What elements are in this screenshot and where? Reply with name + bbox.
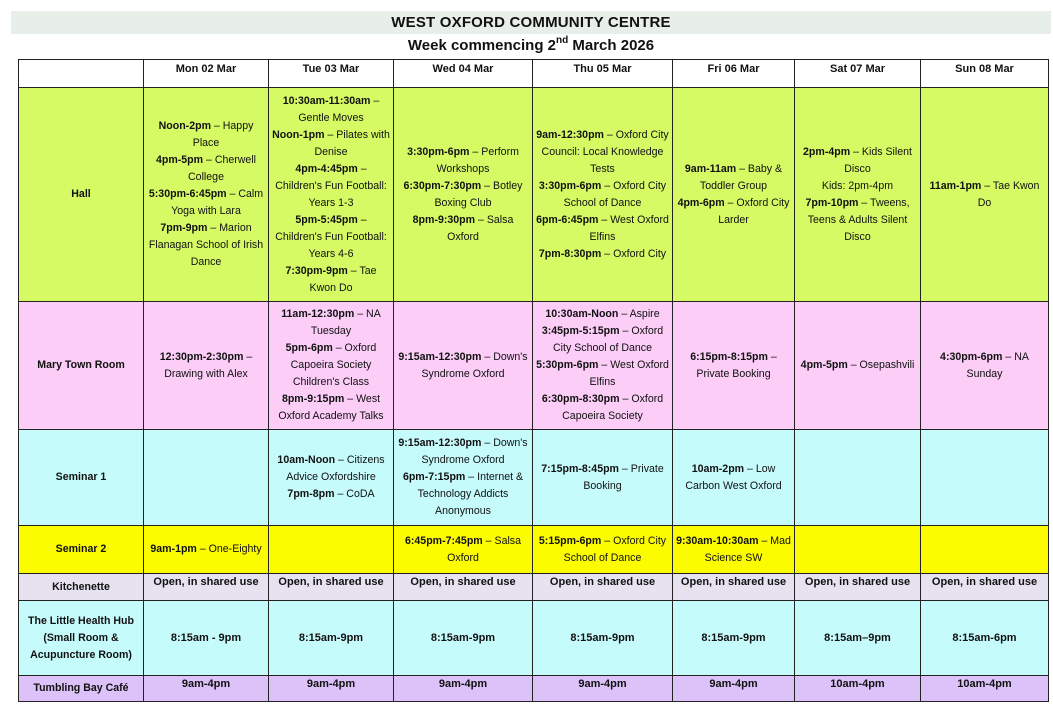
- booking-description: – NA Tuesday: [310, 308, 381, 337]
- booking-entry: [536, 461, 669, 495]
- booking-entry: [272, 93, 390, 127]
- booking-time: 2pm-4pm: [803, 145, 851, 158]
- booking-time: 5:30pm-6:45pm: [148, 188, 227, 200]
- schedule-cell: 8:15am–9pm: [795, 601, 921, 676]
- booking-entry: [397, 533, 529, 567]
- booking-description: – Osepashvili: [847, 359, 915, 371]
- booking-description: – Marion Flanagan School of Irish Dance: [148, 222, 264, 268]
- schedule-cell: Open, in shared use: [673, 574, 795, 601]
- room-label: Seminar 1: [19, 430, 144, 526]
- booking-time: 7pm-8:30pm: [538, 247, 602, 260]
- schedule-cell: 8:15am-9pm: [269, 601, 394, 676]
- schedule-cell: [795, 526, 921, 574]
- booking-time: 8pm-9:15pm: [281, 393, 345, 405]
- booking-entry: [676, 161, 791, 195]
- booking-time: 9am-12:30pm: [536, 128, 604, 141]
- booking-description: – Salsa Oxford: [447, 534, 521, 564]
- header-row: [19, 60, 1049, 88]
- schedule-cell: [144, 430, 269, 526]
- schedule-cell: [533, 88, 673, 302]
- booking-entry: [397, 178, 529, 212]
- booking-time: Noon-2pm: [158, 120, 211, 132]
- booking-time: 4:30pm-6pm: [940, 350, 1003, 363]
- schedule-cell: 9am-4pm: [533, 676, 673, 702]
- booking-description: – Cherwell College: [188, 154, 257, 183]
- schedule-cell: 8:15am - 9pm: [144, 601, 269, 676]
- booking-entry: [272, 263, 390, 297]
- schedule-cell: Open, in shared use: [533, 574, 673, 601]
- column-header: Wed 04 Mar: [394, 60, 533, 88]
- schedule-cell: [921, 526, 1049, 574]
- booking-entry: [676, 461, 791, 495]
- booking-entry: [397, 349, 529, 383]
- booking-entry: [536, 391, 669, 425]
- booking-time: 9am-1pm: [150, 543, 197, 555]
- schedule-cell: [394, 526, 533, 574]
- booking-description: – West Oxford Academy Talks: [278, 393, 384, 422]
- booking-description: – Children's Fun Football: Years 1-3: [275, 162, 387, 209]
- schedule-cell: 9am-4pm: [144, 676, 269, 702]
- booking-description: – NA Sunday: [966, 350, 1029, 380]
- booking-description: – Oxford City School of Dance: [563, 179, 667, 209]
- booking-time: 11am-12:30pm: [281, 308, 355, 320]
- row-kitchenette: [19, 574, 1049, 601]
- schedule-cell: 8:15am-9pm: [533, 601, 673, 676]
- booking-entry: [676, 533, 791, 567]
- booking-time: Noon-1pm: [272, 128, 325, 141]
- booking-entry: [272, 340, 390, 391]
- schedule-cell: Open, in shared use: [795, 574, 921, 601]
- schedule-cell: 9am-4pm: [269, 676, 394, 702]
- booking-time: 6:30pm-8:30pm: [541, 393, 620, 405]
- room-label: Seminar 2: [19, 526, 144, 574]
- booking-time: 6:15pm-8:15pm: [690, 350, 768, 363]
- schedule-cell: 8:15am-9pm: [394, 601, 533, 676]
- schedule-cell: [673, 88, 795, 302]
- schedule-cell: [921, 430, 1049, 526]
- booking-time: 5:30pm-6pm: [536, 359, 599, 371]
- row-hall: [19, 88, 1049, 302]
- booking-time: 6:45pm-7:45pm: [405, 534, 483, 547]
- booking-entry: [536, 306, 669, 323]
- booking-time: 3:30pm-6pm: [407, 145, 470, 158]
- booking-entry: [676, 349, 791, 383]
- schedule-cell: [269, 302, 394, 430]
- booking-description: – Children's Fun Football: Years 4-6: [275, 213, 387, 260]
- booking-description: – Oxford Capoeira Society: [562, 393, 664, 422]
- column-header: Fri 06 Mar: [673, 60, 795, 88]
- booking-entry: [536, 127, 669, 178]
- schedule-cell: [673, 526, 795, 574]
- booking-time: 9am-11am: [684, 162, 737, 175]
- booking-entry: [147, 152, 265, 186]
- booking-time: 9:30am-10:30am: [676, 534, 759, 547]
- booking-description: – Oxford City School of Dance: [563, 534, 667, 564]
- booking-entry: [147, 349, 265, 383]
- row-seminar-2: [19, 526, 1049, 574]
- booking-description: – Salsa Oxford: [447, 213, 514, 243]
- booking-description: – Private Booking: [696, 350, 777, 380]
- booking-time: 5pm-5:45pm: [295, 213, 358, 226]
- schedule-cell: [394, 302, 533, 430]
- row-mary-town-room: [19, 302, 1049, 430]
- schedule-cell: 9am-4pm: [394, 676, 533, 702]
- booking-entry: [798, 144, 917, 178]
- booking-time: 3:30pm-6pm: [538, 179, 602, 192]
- booking-time: 7pm-10pm: [805, 196, 859, 209]
- booking-entry: [536, 357, 669, 391]
- booking-entry: [397, 144, 529, 178]
- booking-entry: [272, 212, 390, 263]
- booking-entry: [536, 178, 669, 212]
- booking-time: 4pm-5pm: [800, 359, 848, 371]
- schedule-cell: [269, 430, 394, 526]
- booking-time: 7:15pm-8:45pm: [541, 462, 619, 475]
- booking-entry: [536, 246, 669, 263]
- schedule-cell: [795, 88, 921, 302]
- booking-description: – Happy Place: [192, 120, 254, 149]
- schedule-cell: [533, 302, 673, 430]
- schedule-cell: 9am-4pm: [673, 676, 795, 702]
- booking-time: 10:30am-11:30am: [282, 94, 371, 107]
- booking-description: – Private Booking: [583, 462, 664, 492]
- booking-description: – Low Carbon West Oxford: [685, 462, 782, 492]
- booking-time: 7pm-8pm: [287, 488, 335, 500]
- booking-time: 3:45pm-5:15pm: [541, 325, 620, 337]
- schedule-cell: [394, 88, 533, 302]
- booking-entry: [272, 391, 390, 425]
- booking-entry: [798, 357, 917, 374]
- booking-time: 6pm-6:45pm: [536, 213, 599, 226]
- booking-entry: [272, 127, 390, 161]
- schedule-cell: Open, in shared use: [394, 574, 533, 601]
- booking-description: – West Oxford Elfins: [589, 213, 669, 243]
- booking-entry: [924, 349, 1045, 383]
- booking-entry: [397, 469, 529, 520]
- schedule-cell: 10am-4pm: [795, 676, 921, 702]
- booking-time: 10am-2pm: [691, 462, 745, 475]
- booking-description: – Perform Workshops: [436, 145, 519, 175]
- booking-description: – Gentle Moves: [298, 94, 380, 124]
- schedule-cell: Open, in shared use: [144, 574, 269, 601]
- schedule-cell: 8:15am-9pm: [673, 601, 795, 676]
- schedule-cell: 8:15am-6pm: [921, 601, 1049, 676]
- page-title: WEST OXFORD COMMUNITY CENTRE: [11, 11, 1051, 34]
- week-subtitle: Week commencing 2nd March 2026: [407, 35, 655, 54]
- booking-description: – Botley Boxing Club: [434, 179, 523, 209]
- booking-description: – Tae Kwon Do: [309, 264, 377, 294]
- schedule-cell: [394, 430, 533, 526]
- booking-time: 9:15am-12:30pm: [398, 350, 482, 363]
- row-seminar-1: [19, 430, 1049, 526]
- booking-entry: [272, 452, 390, 486]
- column-header: Sun 08 Mar: [921, 60, 1049, 88]
- schedule-cell: [533, 526, 673, 574]
- schedule-cell: Open, in shared use: [269, 574, 394, 601]
- booking-entry: [397, 435, 529, 469]
- column-header: [19, 60, 144, 88]
- booking-entry: [272, 486, 390, 503]
- booking-time: 9:15am-12:30pm: [398, 437, 482, 449]
- booking-description: – Aspire: [618, 308, 660, 320]
- booking-description: – Down's Syndrome Oxford: [421, 350, 528, 380]
- booking-entry: [924, 178, 1045, 212]
- row-little-health-hub: [19, 601, 1049, 676]
- booking-entry: [536, 533, 669, 567]
- booking-description: – Citizens Advice Oxfordshire: [286, 454, 385, 483]
- booking-description: – Oxford City: [601, 247, 667, 260]
- schedule-cell: [144, 302, 269, 430]
- room-label: Tumbling Bay Café: [19, 676, 144, 702]
- booking-entry: [147, 118, 265, 152]
- booking-description: – Calm Yoga with Lara: [171, 188, 264, 217]
- booking-time: 7pm-9pm: [160, 222, 208, 234]
- booking-description: Kids: 2pm-4pm: [821, 179, 894, 192]
- booking-time: 6pm-7:15pm: [402, 471, 466, 483]
- row-tumbling-bay-cafe: [19, 676, 1049, 702]
- column-header: Mon 02 Mar: [144, 60, 269, 88]
- booking-time: 5:15pm-6pm: [538, 534, 602, 547]
- schedule-cell: [533, 430, 673, 526]
- column-header: Thu 05 Mar: [533, 60, 673, 88]
- booking-entry: [147, 220, 265, 271]
- booking-entry: [147, 186, 265, 220]
- booking-entry: [272, 161, 390, 212]
- booking-description: – Tweens, Teens & Adults Silent Disco: [807, 196, 910, 243]
- booking-description: – Drawing with Alex: [164, 350, 253, 380]
- booking-description: – CoDA: [334, 488, 375, 500]
- room-label: Hall: [19, 88, 144, 302]
- schedule-cell: [673, 302, 795, 430]
- booking-time: 8pm-9:30pm: [412, 213, 476, 226]
- booking-description: – Mad Science SW: [704, 534, 791, 564]
- booking-description: – Oxford Capoeira Society Children's Class: [290, 342, 377, 388]
- booking-time: 5pm-6pm: [285, 342, 333, 354]
- room-label: The Little Health Hub (Small Room & Acupuncture Room): [19, 601, 144, 676]
- booking-entry: [798, 195, 917, 246]
- booking-description: – Baby & Toddler Group: [699, 162, 783, 192]
- column-header: Sat 07 Mar: [795, 60, 921, 88]
- booking-entry: [272, 306, 390, 340]
- booking-entry: [397, 212, 529, 246]
- schedule-cell: [921, 88, 1049, 302]
- booking-time: 4pm-4:45pm: [295, 162, 358, 175]
- booking-entry: [798, 178, 917, 195]
- booking-time: 4pm-5pm: [155, 154, 204, 166]
- booking-time: 10am-Noon: [277, 454, 336, 466]
- schedule-cell: [269, 526, 394, 574]
- booking-description: – One-Eighty: [196, 543, 262, 555]
- schedule-cell: Open, in shared use: [921, 574, 1049, 601]
- booking-description: – Kids Silent Disco: [844, 145, 912, 175]
- column-header: Tue 03 Mar: [269, 60, 394, 88]
- schedule-cell: [269, 88, 394, 302]
- booking-time: 6:30pm-7:30pm: [403, 179, 482, 192]
- booking-description: – Oxford City Council: Local Knowledge Tests: [541, 128, 669, 175]
- booking-description: – Pilates with Denise: [314, 128, 390, 158]
- booking-time: 12:30pm-2:30pm: [159, 350, 244, 363]
- booking-description: – Oxford City Larder: [718, 196, 790, 226]
- booking-description: – Down's Syndrome Oxford: [421, 437, 528, 466]
- booking-entry: [536, 212, 669, 246]
- booking-time: 7:30pm-9pm: [285, 264, 348, 277]
- room-label: Kitchenette: [19, 574, 144, 601]
- booking-time: 10:30am-Noon: [545, 308, 619, 320]
- booking-entry: [676, 195, 791, 229]
- schedule-cell: [144, 88, 269, 302]
- schedule-cell: [795, 430, 921, 526]
- booking-entry: [536, 323, 669, 357]
- schedule-table: [18, 59, 1049, 702]
- schedule-cell: [144, 526, 269, 574]
- booking-description: – West Oxford Elfins: [589, 359, 669, 388]
- booking-description: – Internet & Technology Addicts Anonymous: [417, 471, 524, 517]
- booking-entry: [147, 541, 265, 558]
- booking-time: 4pm-6pm: [677, 196, 725, 209]
- schedule-cell: 10am-4pm: [921, 676, 1049, 702]
- room-label: Mary Town Room: [19, 302, 144, 430]
- schedule-cell: [795, 302, 921, 430]
- booking-time: 11am-1pm: [929, 179, 982, 192]
- booking-description: – Oxford City School of Dance: [553, 325, 664, 354]
- schedule-cell: [673, 430, 795, 526]
- schedule-cell: [921, 302, 1049, 430]
- booking-description: – Tae Kwon Do: [977, 179, 1040, 209]
